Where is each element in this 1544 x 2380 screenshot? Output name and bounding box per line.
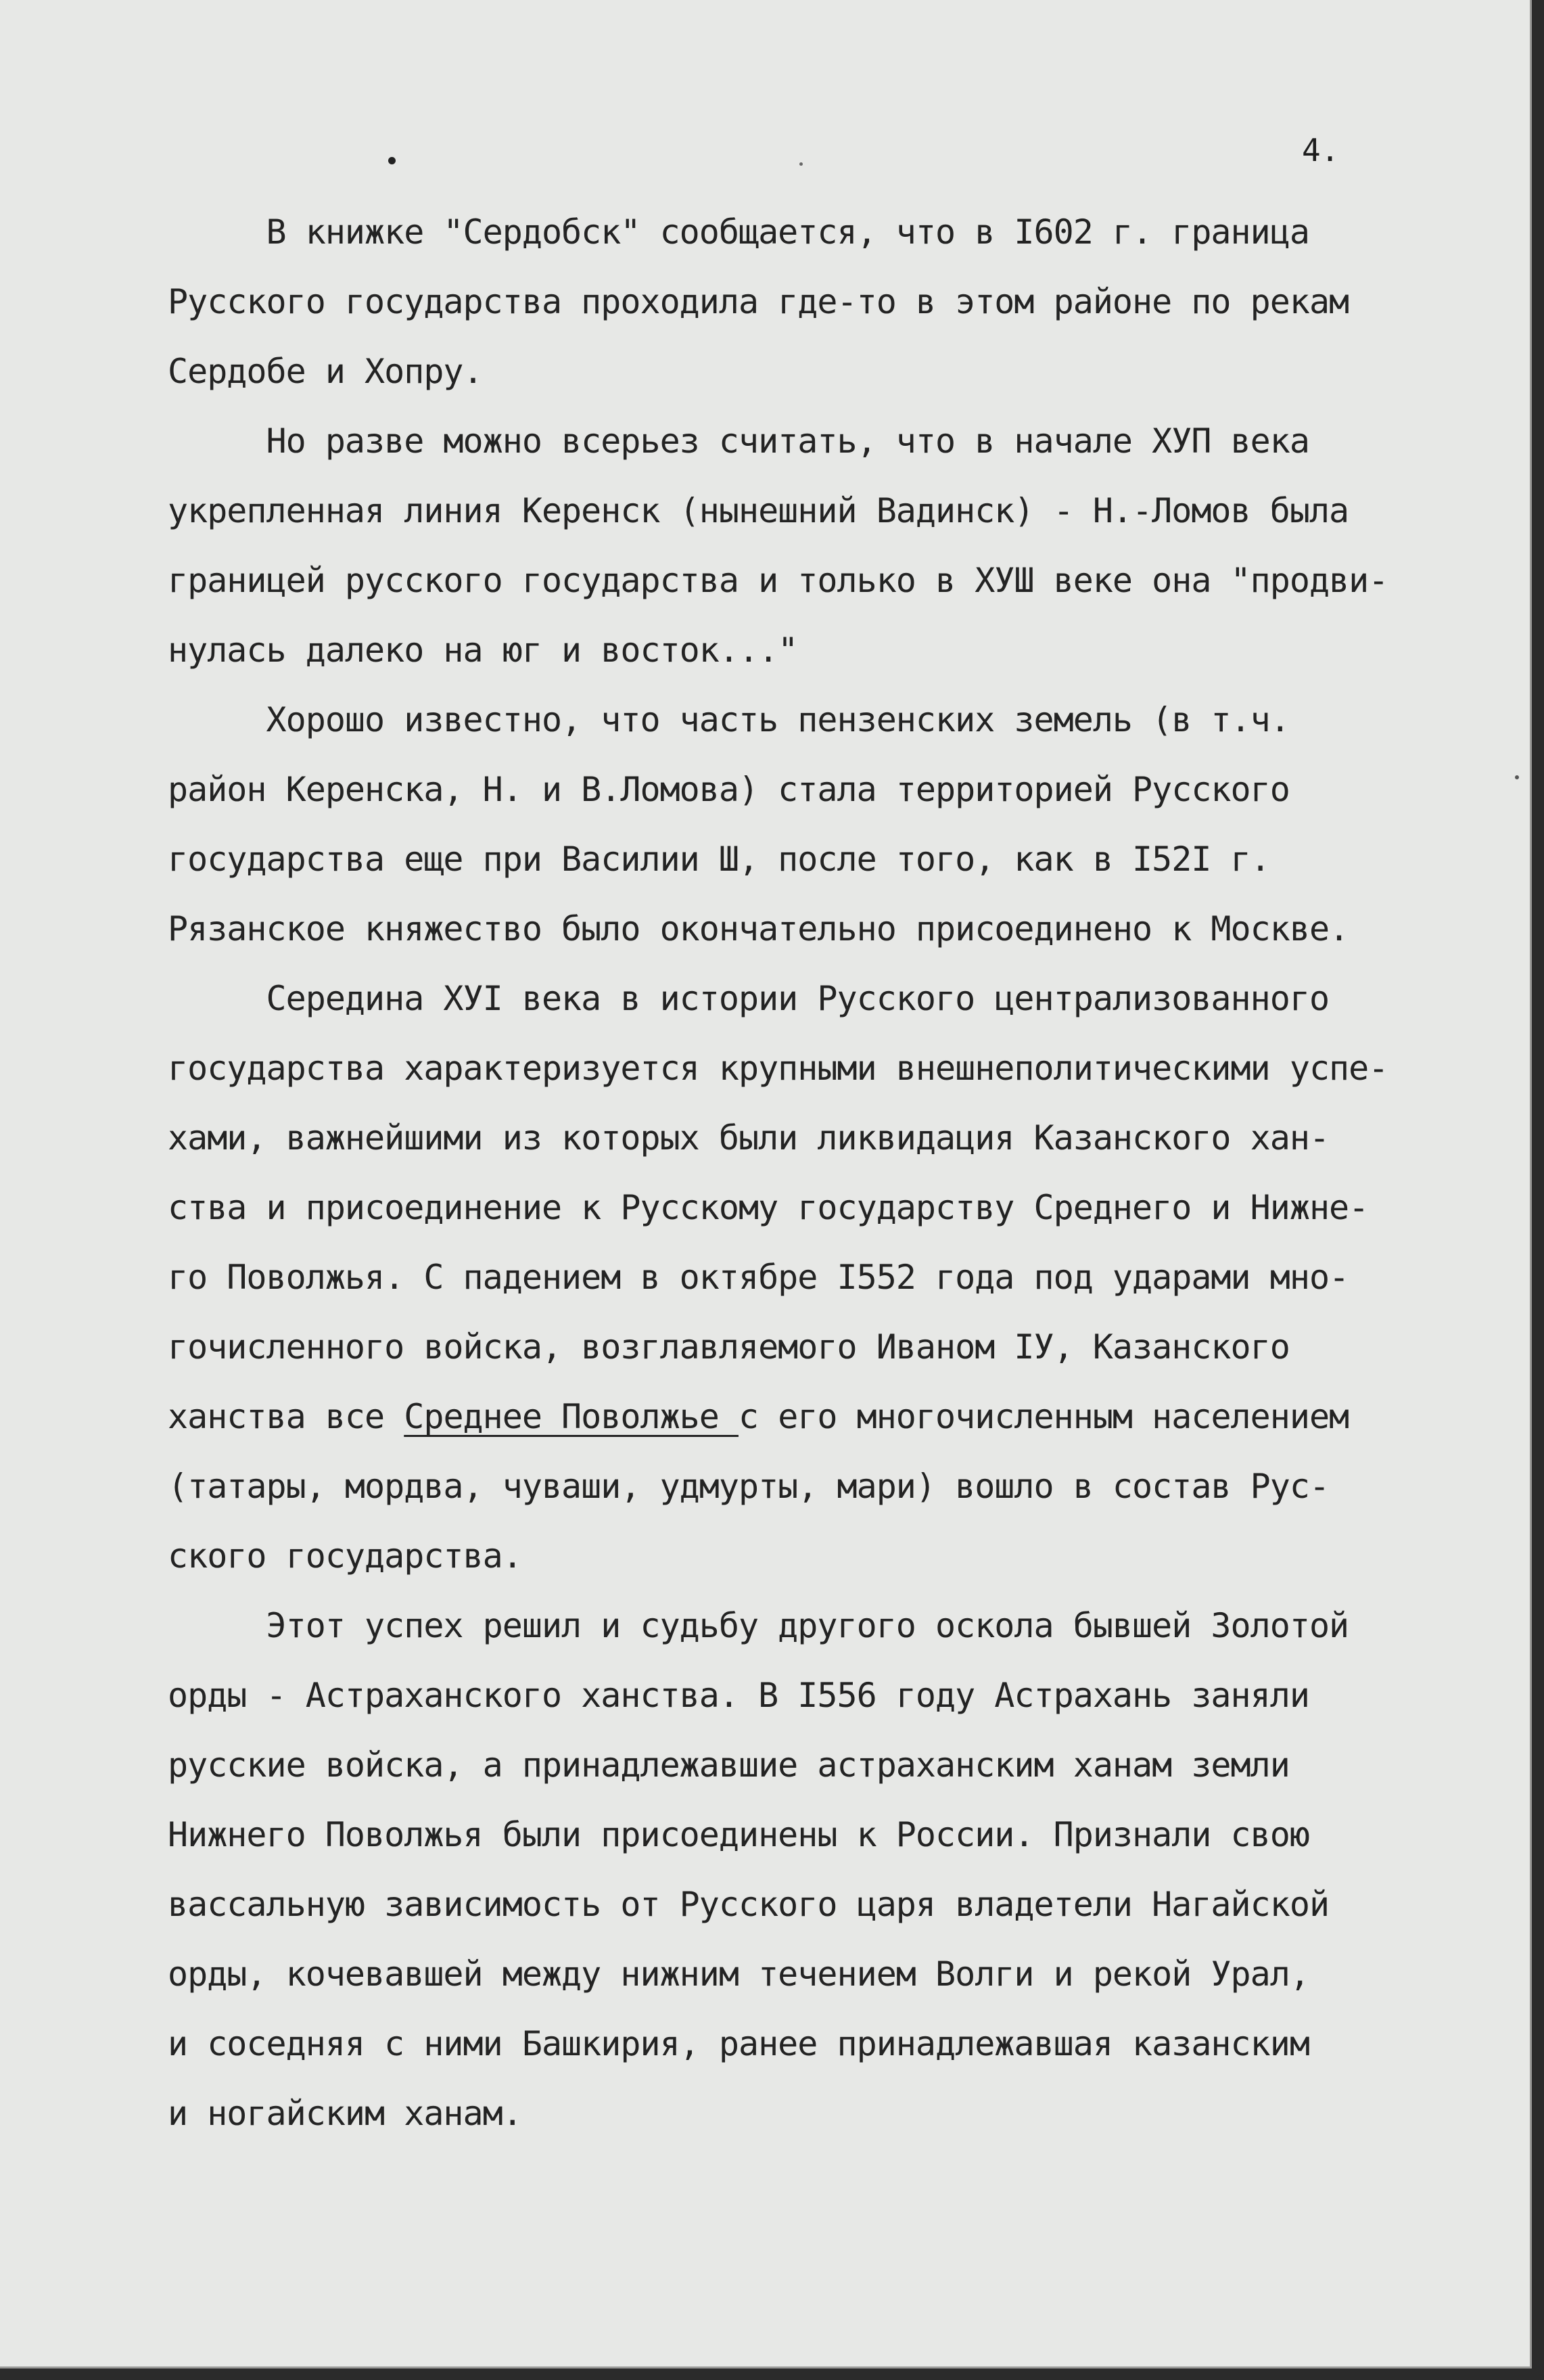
text-line: и ногайским ханам. bbox=[168, 2094, 522, 2133]
text-line: Сердобе и Хопру. bbox=[168, 352, 483, 391]
text-line: государства характеризуется крупными внешнеполитическими успе- bbox=[168, 1049, 1388, 1088]
text-line: район Керенска, Н. и В.Ломова) стала территорией Русского bbox=[168, 770, 1290, 809]
ink-dot-mark bbox=[799, 162, 803, 166]
text-line: Русского государства проходила где-то в этом районе по рекам bbox=[168, 282, 1349, 321]
text-line: Но разве можно всерьез считать, что в начале ХУП века bbox=[168, 421, 1309, 461]
text-line: нулась далеко на юг и восток..." bbox=[168, 631, 798, 670]
text-line: ского государства. bbox=[168, 1536, 522, 1576]
text-line: ства и присоединение к Русскому государству Среднего и Нижне- bbox=[168, 1188, 1369, 1227]
page-number: 4. bbox=[1302, 132, 1340, 168]
text-line: вассальную зависимость от Русского царя владетели Нагайской bbox=[168, 1885, 1330, 1924]
underlined-phrase: Среднее Поволжье bbox=[404, 1397, 739, 1436]
text-segment: ханства все bbox=[168, 1397, 404, 1436]
text-line: границей русского государства и только в ХУШ веке она "продви- bbox=[168, 561, 1388, 600]
text-line: Хорошо известно, что часть пензенских земель (в т.ч. bbox=[168, 700, 1290, 739]
text-line: Середина ХУI века в истории Русского централизованного bbox=[168, 979, 1330, 1018]
text-line: (татары, мордва, чуваши, удмурты, мари) вошло в состав Рус- bbox=[168, 1467, 1330, 1506]
text-line: Нижнего Поволжья были присоединены к России. Признали свою bbox=[168, 1815, 1309, 1854]
text-line: Этот успех решил и судьбу другого оскола бывшей Золотой bbox=[168, 1606, 1349, 1645]
text-line: русские войска, а принадлежавшие астраханским ханам земли bbox=[168, 1745, 1290, 1785]
ink-dot-mark bbox=[388, 157, 396, 164]
text-line: Рязанское княжество было окончательно присоединено к Москве. bbox=[168, 909, 1349, 948]
text-line: орды - Астраханского ханства. В I556 году Астрахань заняли bbox=[168, 1676, 1309, 1715]
text-line: орды, кочевавшей между нижним течением Волги и рекой Урал, bbox=[168, 1954, 1309, 1994]
text-line: укрепленная линия Керенск (нынешний Вадинск) - Н.-Ломов была bbox=[168, 491, 1349, 530]
text-line-with-underline bbox=[168, 1382, 1453, 1452]
text-line: и соседняя с ними Башкирия, ранее принадлежавшая казанским bbox=[168, 2024, 1309, 2063]
text-line: В книжке "Сердобск" сообщается, что в I602 г. граница bbox=[168, 212, 1309, 252]
ink-dot-mark bbox=[1515, 775, 1519, 779]
text-line: хами, важнейшими из которых были ликвидация Казанского хан- bbox=[168, 1118, 1330, 1158]
text-line: гочисленного войска, возглавляемого Иваном IУ, Казанского bbox=[168, 1327, 1290, 1367]
text-line: го Поволжья. С падением в октябре I552 года под ударами мно- bbox=[168, 1258, 1349, 1297]
text-line: государства еще при Василии Ш, после того, как в I52I г. bbox=[168, 840, 1270, 879]
typewritten-text bbox=[168, 198, 1453, 2149]
text-segment: с его многочисленным населением bbox=[738, 1397, 1349, 1436]
